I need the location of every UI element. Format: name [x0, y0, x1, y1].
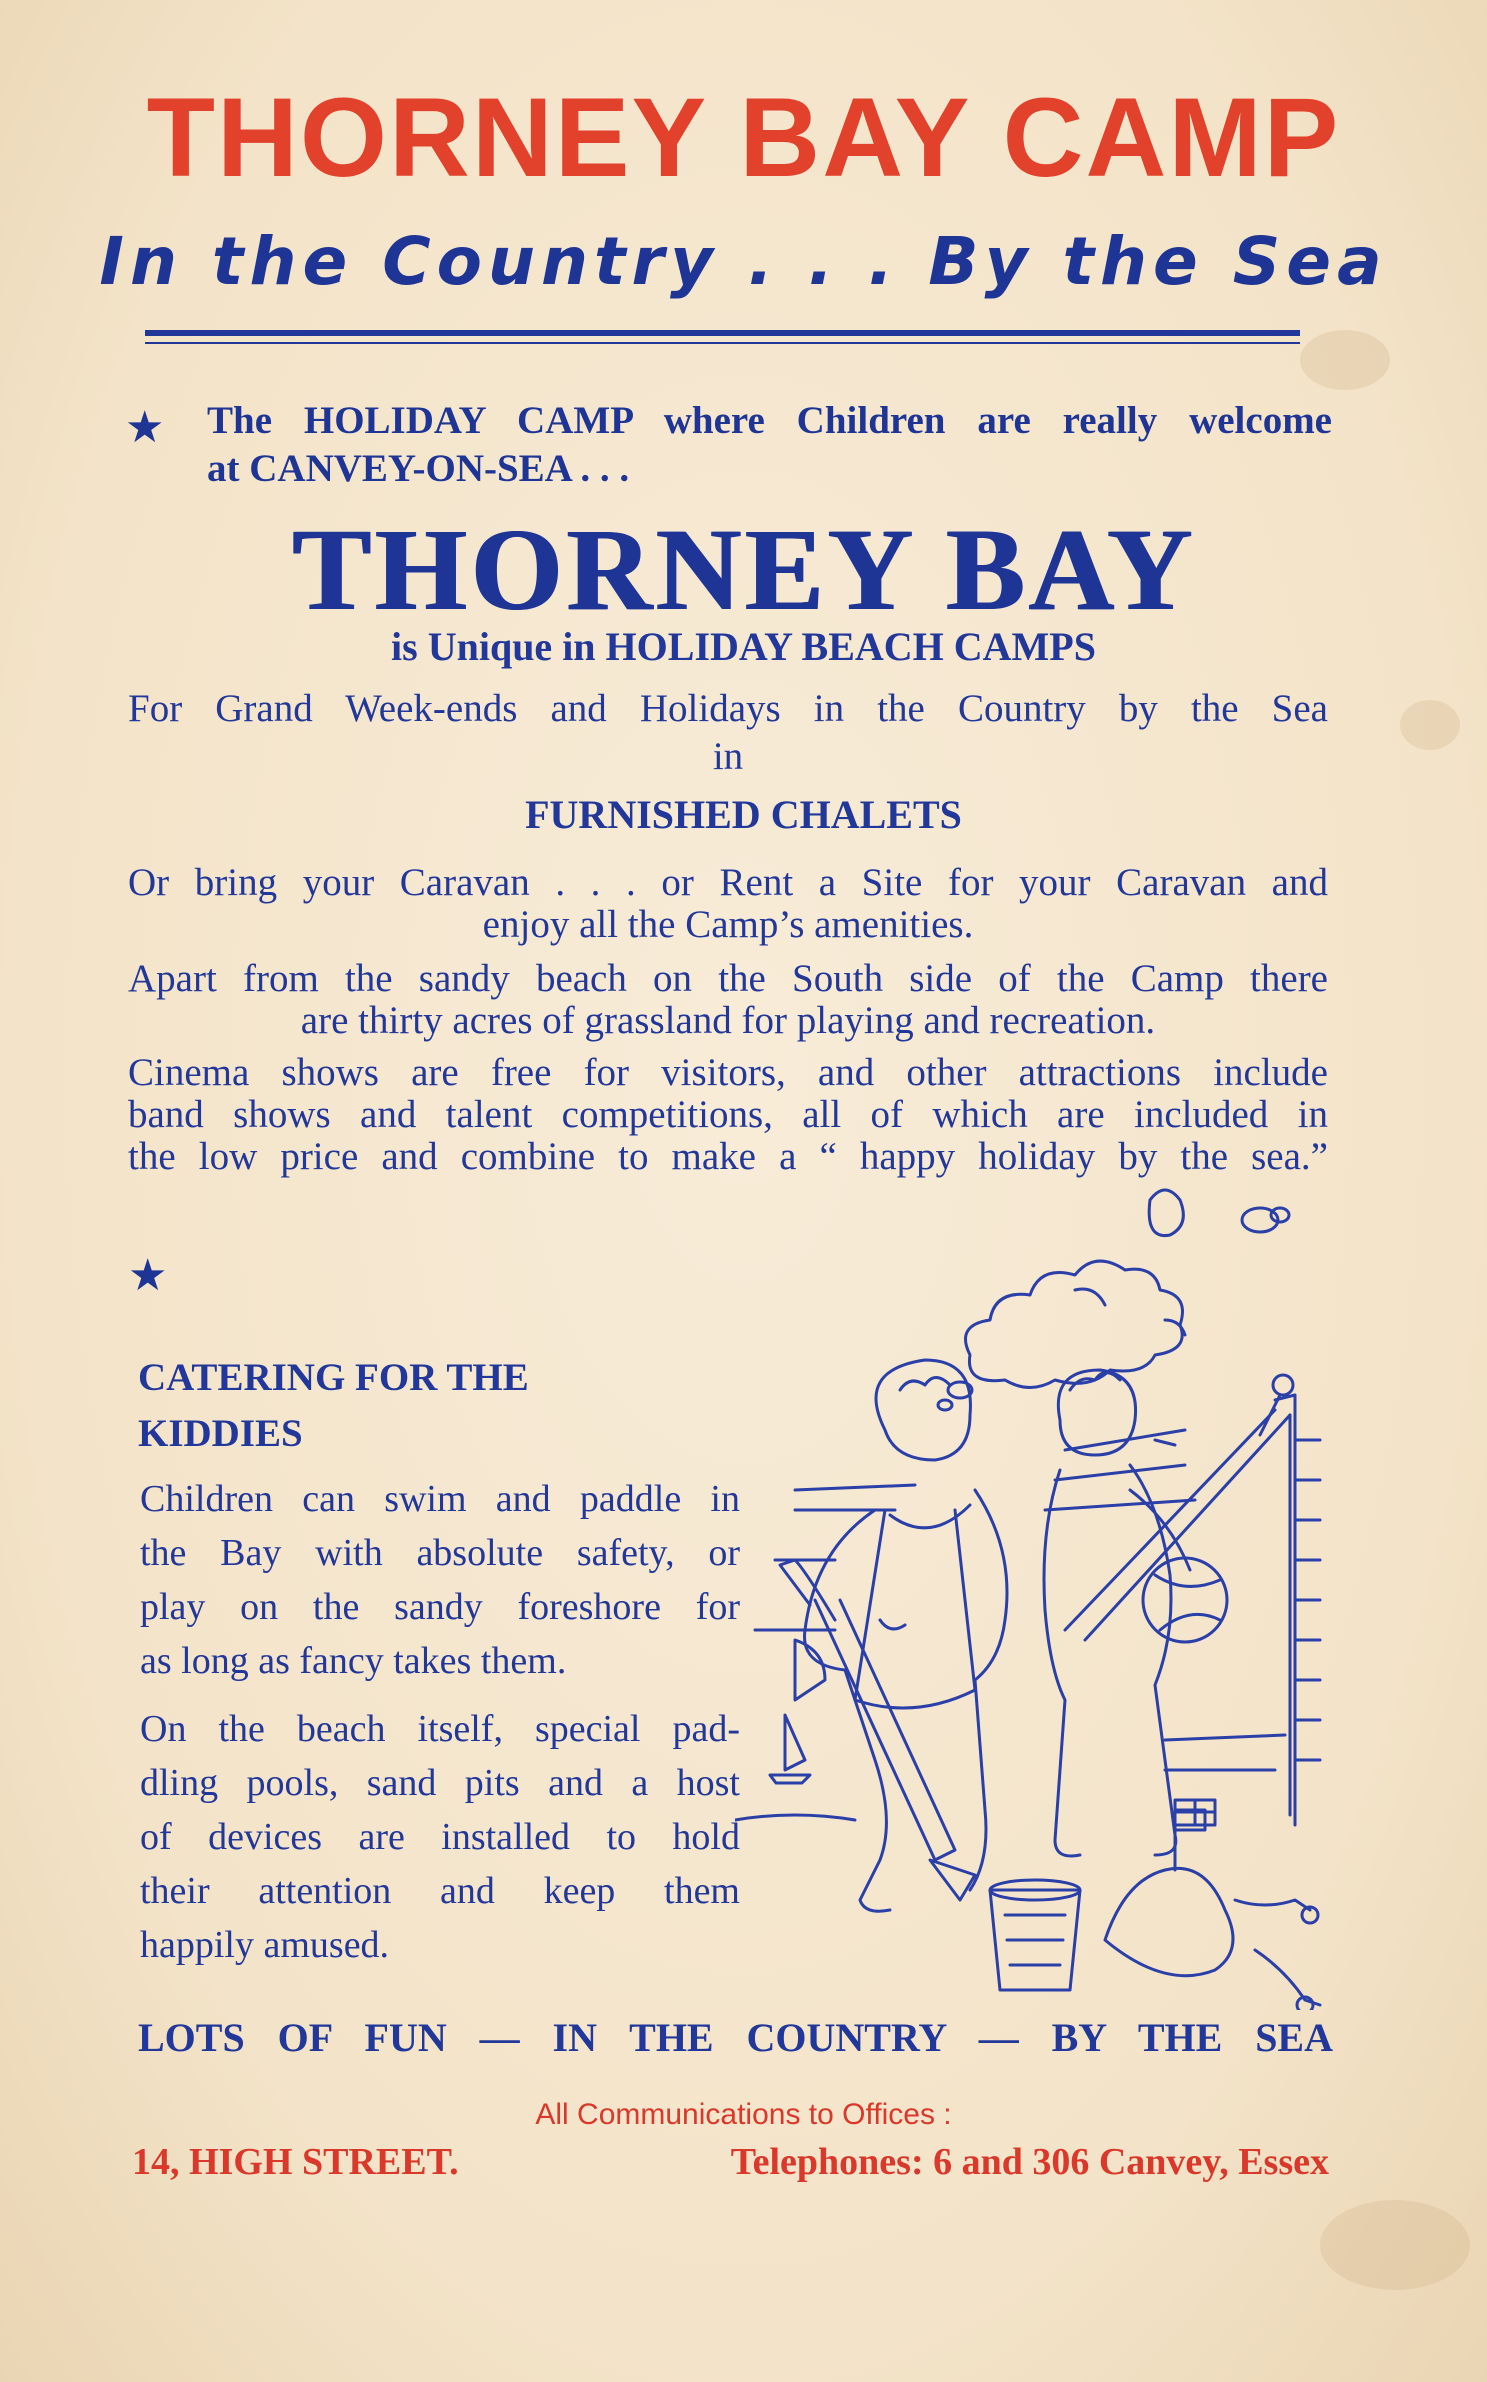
girl-figure: [780, 1360, 1007, 1911]
cinema-paragraph: [128, 1052, 1328, 1178]
heading-line: KIDDIES: [138, 1412, 303, 1455]
catering-heading: [138, 1350, 738, 1462]
ball-icon: [1143, 1558, 1227, 1642]
tagline: In the Country . . . By the Sea: [99, 223, 1388, 300]
paper-stain: [1300, 330, 1390, 390]
text-line: in: [712, 735, 744, 778]
text-line: Cinema shows are free for visitors, and other attractions include: [128, 1051, 1328, 1094]
caravan-paragraph: [128, 862, 1328, 946]
intro-line: at CANVEY-ON-SEA . . .: [207, 447, 630, 490]
main-title: THORNEY BAY CAMP: [146, 75, 1341, 200]
text-line: On the beach itself, special pad-: [140, 1708, 740, 1750]
text-line: Apart from the sandy beach on the South side of the Camp there: [128, 957, 1328, 1000]
text-line: band shows and talent competitions, all of which are included in: [128, 1093, 1328, 1136]
office-address: 14, HIGH STREET.: [132, 2141, 459, 2183]
chalets-heading: FURNISHED CHALETS: [525, 792, 962, 837]
feature-name: THORNEY BAY: [291, 504, 1196, 635]
grand-weekends: [128, 688, 1328, 778]
intro-text: [207, 397, 1332, 493]
text-line: the Bay with absolute safety, or: [140, 1532, 740, 1574]
unique-line: is Unique in HOLIDAY BEACH CAMPS: [391, 624, 1096, 669]
text-line: For Grand Week-ends and Holidays in the Country by the Sea: [128, 687, 1328, 730]
boy-figure: [1044, 1370, 1227, 1856]
beach-devices-paragraph: [140, 1702, 740, 1972]
text-line: Or bring your Caravan . . . or Rent a Site for your Caravan and: [128, 861, 1328, 904]
paper-stain: [1320, 2200, 1470, 2290]
sandcastle-icon: [1105, 1800, 1320, 2010]
star-icon: ★: [125, 402, 165, 453]
text-line: play on the sandy foreshore for: [140, 1586, 740, 1628]
cloud-icon: [938, 1190, 1289, 1410]
bucket-icon: [990, 1880, 1080, 1990]
communications-label: All Communications to Offices :: [535, 2098, 952, 2131]
heading-line: CATERING FOR THE: [138, 1356, 529, 1399]
text-line: Children can swim and paddle in: [140, 1478, 740, 1520]
divider-thin: [145, 342, 1300, 344]
paper-stain: [1400, 700, 1460, 750]
text-line: their attention and keep them: [140, 1870, 740, 1912]
sailboat-icon: [770, 1715, 810, 1783]
swim-paragraph: [140, 1472, 740, 1688]
telephone-numbers: Telephones: 6 and 306 Canvey, Essex: [730, 2141, 1329, 2183]
beach-children-illustration: [735, 1180, 1335, 2010]
shoreline: [735, 1815, 855, 1820]
divider-thick: [145, 330, 1300, 336]
text-line: happily amused.: [140, 1924, 390, 1966]
text-line: as long as fancy takes them.: [140, 1640, 567, 1682]
intro-line: The HOLIDAY CAMP where Children are really welcome: [207, 399, 1332, 442]
text-line: are thirty acres of grassland for playing and recreation.: [300, 999, 1156, 1042]
text-line: of devices are installed to hold: [140, 1816, 740, 1858]
slogan: LOTS OF FUN — IN THE COUNTRY — BY THE SEA: [138, 2015, 1333, 2060]
text-line: the low price and combine to make a “ happy holiday by the sea.”: [128, 1135, 1328, 1178]
star-icon: ★: [128, 1250, 168, 1301]
text-line: enjoy all the Camp’s amenities.: [482, 903, 974, 946]
text-line: dling pools, sand pits and a host: [140, 1762, 740, 1804]
beach-paragraph: [128, 958, 1328, 1042]
